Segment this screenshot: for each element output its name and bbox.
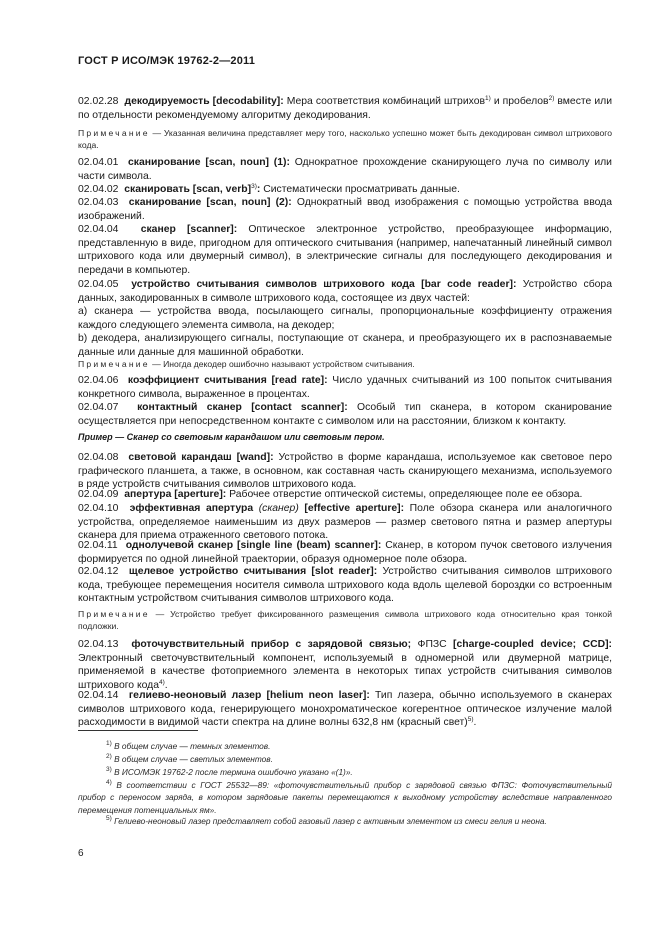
entry-02-04-10 [78, 502, 612, 543]
entry-term: апертура [aperture]: [124, 489, 227, 500]
entry-02-04-07 [78, 401, 612, 428]
list-item-a: a) сканера — устройства ввода, посылающего сигналы, пропорциональные коэффициенту отражения каждого следующего элемента символа, на декодер; [78, 306, 612, 331]
entry-number: 02.04.04 [78, 224, 119, 235]
footnote-ref: 5) [467, 716, 474, 724]
entry-02-04-03 [78, 196, 612, 223]
footnote-4 [78, 779, 612, 816]
entry-definition: Однократный ввод изображения с помощью устройства ввода изображений. [78, 197, 612, 222]
entry-number: 02.04.14 [78, 690, 119, 701]
entry-definition: Мера соответствия комбинаций штрихов [283, 96, 486, 107]
entry-02-04-06 [78, 374, 612, 401]
entry-definition: Однократное прохождение сканирующего луча по символу или части символа. [78, 157, 612, 182]
footnote-text: В ИСО/МЭК 19762-2 после термина ошибочно указано «(1)». [114, 767, 353, 777]
entry-definition: Устройство в форме карандаша, используемое как световое перо графического планшета, а также, в основном, как составная часть сканирующего механизма, используемого в ряде устройств считывания символов штрихового кода. [78, 452, 612, 491]
entry-number: 02.02.28 [78, 96, 119, 107]
footnote-mark: 5) [106, 815, 112, 822]
example: Пример — Сканер со световым карандашом или световым пером. [78, 432, 385, 442]
entry-number: 02.04.01 [78, 157, 119, 168]
footnote-mark: 4) [106, 779, 112, 786]
entry-02-04-09 [78, 488, 612, 502]
footnote-ref: 4) [159, 678, 165, 686]
entry-definition: Сканер, в котором пучок светового излучения формируется по одной линейной траектории, образуя одномерное поле обзора. [78, 540, 612, 565]
list-item-b: b) декодера, анализирующего сигналы, поступающие от сканера, и преобразующего их в распознаваемые данные или данные для машинной обработки. [78, 333, 612, 358]
footnote-text: В общем случае — темных элементов. [114, 741, 271, 751]
footnote-3 [78, 766, 612, 778]
entry-02-04-11 [78, 539, 612, 566]
footnote-5 [78, 815, 612, 827]
footnote-mark: 2) [106, 753, 112, 760]
entry-definition: Систематически просматривать данные. [260, 184, 460, 195]
entry-abbreviation: ФПЗС [411, 639, 447, 650]
entry-definition: и пробелов [490, 96, 549, 107]
note-2 [78, 358, 612, 370]
note-text: — Иногда декодер ошибочно называют устройством считывания. [149, 359, 415, 369]
entry-term: световой карандаш [wand]: [128, 452, 274, 463]
entry-term: сканирование [scan, noun] (2): [128, 197, 292, 208]
entry-definition: Рабочее отверстие оптической системы, определяющее поле ее обзора. [226, 489, 583, 500]
entry-definition-end: . [473, 717, 477, 729]
entry-number: 02.04.10 [78, 503, 119, 514]
entry-term: декодируемость [decodability]: [124, 96, 284, 107]
page-number: 6 [78, 848, 84, 859]
entry-definition: Число удачных считываний из 100 попыток считывания конкретного символа, выраженное в процентах. [78, 375, 613, 400]
footnote-ref: 3) [251, 183, 257, 190]
entry-02-04-01 [78, 156, 612, 183]
entry-number: 02.04.11 [78, 540, 118, 551]
entry-02-04-14 [78, 689, 612, 730]
note-label: Примечание [78, 359, 150, 369]
entry-definition: Тип лазера, обычно используемого в сканерах символов штрихового кода, генерирующего монохроматическое когерентное оптическое излучение малой расходимости в видимой части спектра на длине волны 632,8 нм (красный свет) [78, 690, 613, 729]
entry-definition: Оптическое электронное устройство, преобразующее информацию, представленную в виде, пригодном для оптического считывания (например, напечатанный линейный символ штрихового кода или двумерный символ), в электрические сигналы для последующего декодирования и передачи в компьютер. [78, 224, 612, 276]
entry-definition: вместе или по отдельности рекомендуемому алгоритму декодирования. [78, 96, 613, 121]
entry-definition: Электронный светочувствительный компонент, используемый в одномерной или двумерной матрице, применяемой в качестве фотоприемного элемента в некоторых типах устройств считывания символов штрихового кода [78, 652, 612, 691]
document-header: ГОСТ Р ИСО/МЭК 19762-2—2011 [78, 55, 256, 67]
entry-number: 02.04.13 [78, 639, 119, 650]
entry-term: сканер [scanner]: [140, 224, 238, 235]
entry-definition: Поле обзора сканера или аналогичного устройства, определяемое наименьшим из двух размеров — размер светового пятна и размер апертуры сканера для приема отраженного светового потока. [78, 503, 612, 542]
note-1 [78, 127, 612, 151]
entry-term-en: [effective aperture]: [298, 503, 405, 514]
note-label: Примечание [78, 609, 150, 619]
note-label: Примечание [78, 128, 150, 138]
footnote-2 [78, 753, 612, 765]
entry-02-04-04 [78, 223, 612, 277]
entry-term: сканировать [scan, verb] [124, 184, 252, 195]
footnote-ref: 2) [548, 95, 555, 102]
entry-number: 02.04.09 [78, 489, 119, 500]
footnote-mark: 1) [106, 740, 112, 747]
footnote-mark: 3) [106, 766, 112, 773]
entry-number: 02.04.03 [78, 197, 119, 208]
entry-definition: Устройство сбора данных, закодированных в символе штрихового кода, состоящее из двух частей: [78, 279, 612, 304]
entry-term-end: : [256, 184, 261, 195]
footnote-text: В соответствии с ГОСТ 25532—89: «фоточувствительный прибор с зарядовой связью ФПЗС: Фоточувствительный прибор с переносом заряда, в котором зарядовые пакеты перемещаются к выходному устройству вследствие направленного перемещения потенциальных ям». [78, 780, 612, 815]
entry-definition-end: . [164, 679, 168, 691]
note-text: — Указанная величина представляет меру того, насколько успешно может быть декодирован символ штрихового кода. [78, 128, 612, 150]
entry-term: эффективная апертура [129, 503, 254, 514]
footnote-separator [78, 730, 198, 731]
entry-02-04-05 [78, 278, 612, 360]
entry-term: гелиево-неоновый лазер [helium neon laser]: [128, 690, 370, 701]
entry-02-04-13 [78, 638, 612, 692]
entry-02-04-12 [78, 565, 612, 606]
entry-term: контактный сканер [contact scanner]: [137, 402, 348, 413]
note-text: — Устройство требует фиксированного размещения символа штрихового кода относительно края тонкой подложки. [78, 609, 612, 631]
entry-number: 02.04.12 [78, 566, 119, 577]
entry-term-qualifier: (сканер) [253, 503, 299, 514]
entry-number: 02.04.02 [78, 184, 119, 195]
entry-number: 02.04.05 [78, 279, 119, 290]
entry-term: фоточувствительный прибор с зарядовой связью; [131, 639, 412, 650]
entry-term: однолучевой сканер [single line (beam) scanner]: [125, 540, 382, 551]
entry-term-en: [charge-coupled device; CCD]: [446, 639, 613, 650]
entry-02-04-02 [78, 183, 612, 197]
entry-definition: Устройство считывания символов штрихового кода, требующее перемещения носителя символа штрихового кода вдоль щелевой бороздки со встроенным контактным устройством считывания символов штрихового кода. [78, 566, 612, 605]
entry-number: 02.04.08 [78, 452, 119, 463]
footnote-text: Гелиево-неоновый лазер представляет собой газовый лазер с активным элементом из смеси гелия и неона. [114, 816, 547, 826]
footnote-ref: 1) [485, 95, 491, 102]
entry-definition: Особый тип сканера, в котором сканирование осуществляется при непосредственном контакте с символом или на расстоянии, близком к контакту. [78, 402, 612, 427]
entry-term: коэффициент считывания [read rate]: [127, 375, 328, 386]
footnote-1 [78, 740, 612, 752]
entry-number: 02.04.07 [78, 402, 119, 413]
footnote-text: В общем случае — светлых элементов. [114, 754, 273, 764]
entry-term: щелевое устройство считывания [slot reader]: [128, 566, 378, 577]
note-3 [78, 608, 612, 632]
entry-term: сканирование [scan, noun] (1): [128, 157, 290, 168]
entry-term: устройство считывания символов штрихового кода [bar code reader]: [131, 279, 517, 290]
entry-02-02-28 [78, 95, 612, 122]
entry-number: 02.04.06 [78, 375, 119, 386]
entry-02-04-08 [78, 451, 612, 492]
